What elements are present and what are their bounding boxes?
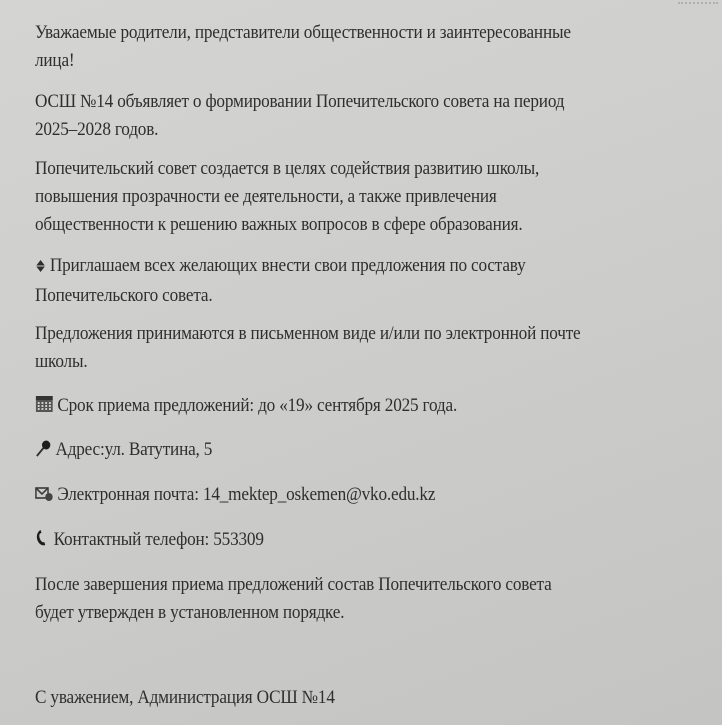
purpose-line-2: повышения прозрачности ее деятельности, а также привлечения [35,187,497,207]
invitation-line-1: Приглашаем всех желающих внести свои предложения по составу [35,252,526,282]
email-address: 14_mektep_oskemen@vko.edu.kz [202,485,436,505]
pushpin-icon [35,438,52,466]
address-line [35,436,212,466]
deadline-line [35,392,457,422]
invitation-paragraph [35,252,526,310]
envelope-icon [35,483,54,511]
closing-line-1: После завершения приема предложений состав Попечительского совета [35,575,552,595]
purpose-paragraph [35,155,539,239]
cropped-text-fragment [678,0,718,4]
greeting-line-1: Уважаемые родители, представители общественности и заинтересованные [35,23,571,43]
greeting-paragraph [35,19,571,75]
intro-line-1: ОСШ №14 объявляет о формировании Попечительского совета на период [35,92,565,112]
purpose-line-1: Попечительский совет создается в целях содействия развитию школы, [35,159,540,179]
submission-paragraph [35,320,580,376]
signature: С уважением, Администрация ОСШ №14 [35,688,335,708]
closing-line-2: будет утвержден в установленном порядке. [35,603,345,623]
invitation-line-2: Попечительского совета. [35,286,213,306]
closing-paragraph [35,571,552,627]
email-label: Электронная почта: [57,485,203,505]
address-text: Адрес:ул. Ватутина, 5 [55,440,213,460]
submission-line-2: школы. [35,352,88,372]
phone-icon [35,528,50,556]
purpose-line-3: общественности к решению важных вопросов в сфере образования. [35,215,523,235]
intro-paragraph [35,88,564,144]
intro-line-2: 2025–2028 годов. [35,120,159,140]
deadline-text: Срок приема предложений: до «19» сентября 2025 года. [57,396,458,416]
phone-number: 553309 [213,530,264,550]
phone-label: Контактный телефон: [53,530,214,550]
calendar-icon [35,394,54,422]
email-line [35,481,435,511]
greeting-line-2: лица! [35,51,75,71]
submission-line-1: Предложения принимаются в письменном виде и/или по электронной почте [35,324,581,344]
phone-line [35,526,264,556]
diamond-bullet-icon [35,254,46,282]
